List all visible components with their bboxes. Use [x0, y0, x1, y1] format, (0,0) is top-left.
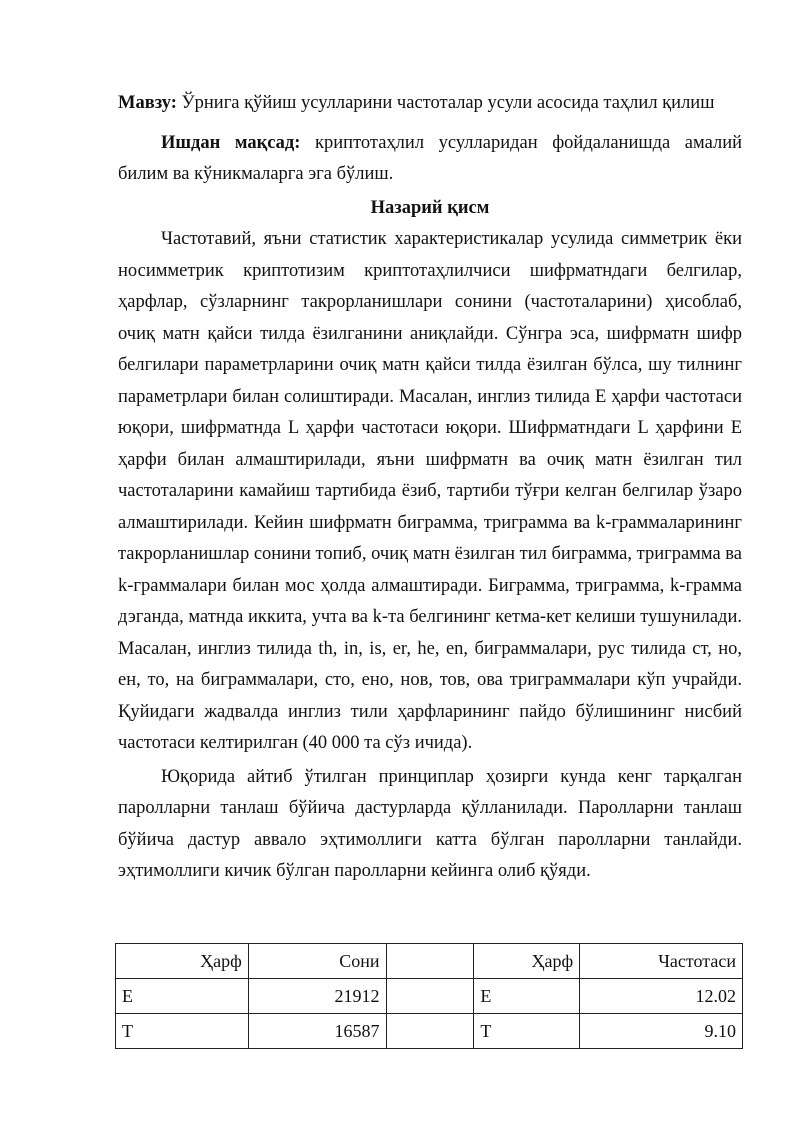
theory-paragraph-1: Частотавий, яъни статистик характеристикалар усулида симметрик ёки носимметрик криптотизим криптотаҳлилчиси шифрматндаги белгилар, ҳарфлар, сўзларнинг такрорланишлари сонини (частоталарини) ҳисоблаб, очиқ матн қайси тилда ёзилганини аниқлайди. Сўнгра эса, шифрматн шифр белгилари параметрларини очиқ матн қайси тилда ёзилган бўлса, шу тилнинг параметрлари билан солиштиради. Масалан, инглиз тилида E ҳарфи частотаси юқори, шифрматнда L ҳарфи частотаси юқори. Шифрматндаги L ҳарфини E ҳарфи билан алмаштирилади, яъни шифрматн ва очиқ матн ёзилган тил частоталарини камайиш тартибида ёзиб, тартиби тўғри келган белгилар ўзаро алмаштирилади. Кейин шифрматн биграмма, триграмма ва k-граммаларининг такрорланишлар сонини топиб, очиқ матн ёзилган тил биграмма, триграмма ва k-граммалари билан мос ҳолда алмаштиради. Биграмма, триграмма, k-грамма дэганда, матнда иккита, учта ва k-та белгининг кетма-кет келиши тушунилади. Масалан, инглиз тилида th, in, is, er, he, en, биграммалари, рус тилида ст, но, ен, то, на биграммалари, сто, ено, нов, тов, ова триграммалари кўп учрайди. Қуйидаги жадвалда инглиз тили ҳарфларининг пайдо бўлишининг нисбий частотаси келтирилган (40 000 та сўз ичида).: [118, 229, 742, 753]
table-cell: 21912: [248, 979, 386, 1014]
table-cell: T: [474, 1014, 580, 1049]
table-cell: E: [474, 979, 580, 1014]
table-cell: 9.10: [580, 1014, 743, 1049]
table-cell: [386, 979, 474, 1014]
table-cell: E: [116, 979, 249, 1014]
topic-text: Ўрнига қўйиш усулларини частоталар усули асосида таҳлил қилиш: [176, 93, 715, 113]
table-header-cell: Сони: [248, 944, 386, 979]
table-cell: 16587: [248, 1014, 386, 1049]
section-heading: Назарий қисм: [370, 197, 490, 218]
table-row: [116, 979, 743, 1014]
table-cell: [386, 1014, 474, 1049]
table-header-cell: Частотаси: [580, 944, 743, 979]
goal-text: криптотаҳлил усулларидан фойдаланишда амалий билим ва кўникмаларга эга бўлиш.: [118, 132, 743, 184]
goal-paragraph: [118, 128, 742, 191]
table-header-cell: Ҳарф: [474, 944, 580, 979]
table-cell: T: [116, 1014, 249, 1049]
letter-frequency-table: [115, 943, 743, 1049]
table-header-cell: [386, 944, 474, 979]
theory-paragraph-2: Юқорида айтиб ўтилган принциплар ҳозирги кунда кенг тарқалган паролларни танлаш бўйича дастурларда қўлланилади. Паролларни танлаш бўйича дастур аввало эҳтимоллиги катта бўлган паролларни танлайди. эҳтимоллиги кичик бўлган паролларни кейинга олиб қўяди.: [118, 766, 742, 881]
topic-label: Мавзу:: [118, 93, 177, 113]
table-row: [116, 1014, 743, 1049]
goal-label: Ишдан мақсад:: [161, 132, 301, 153]
topic-line: [118, 88, 742, 120]
table-header-row: [116, 944, 743, 979]
table-cell: 12.02: [580, 979, 743, 1014]
table-header-cell: Ҳарф: [116, 944, 249, 979]
document-page: [118, 88, 742, 888]
